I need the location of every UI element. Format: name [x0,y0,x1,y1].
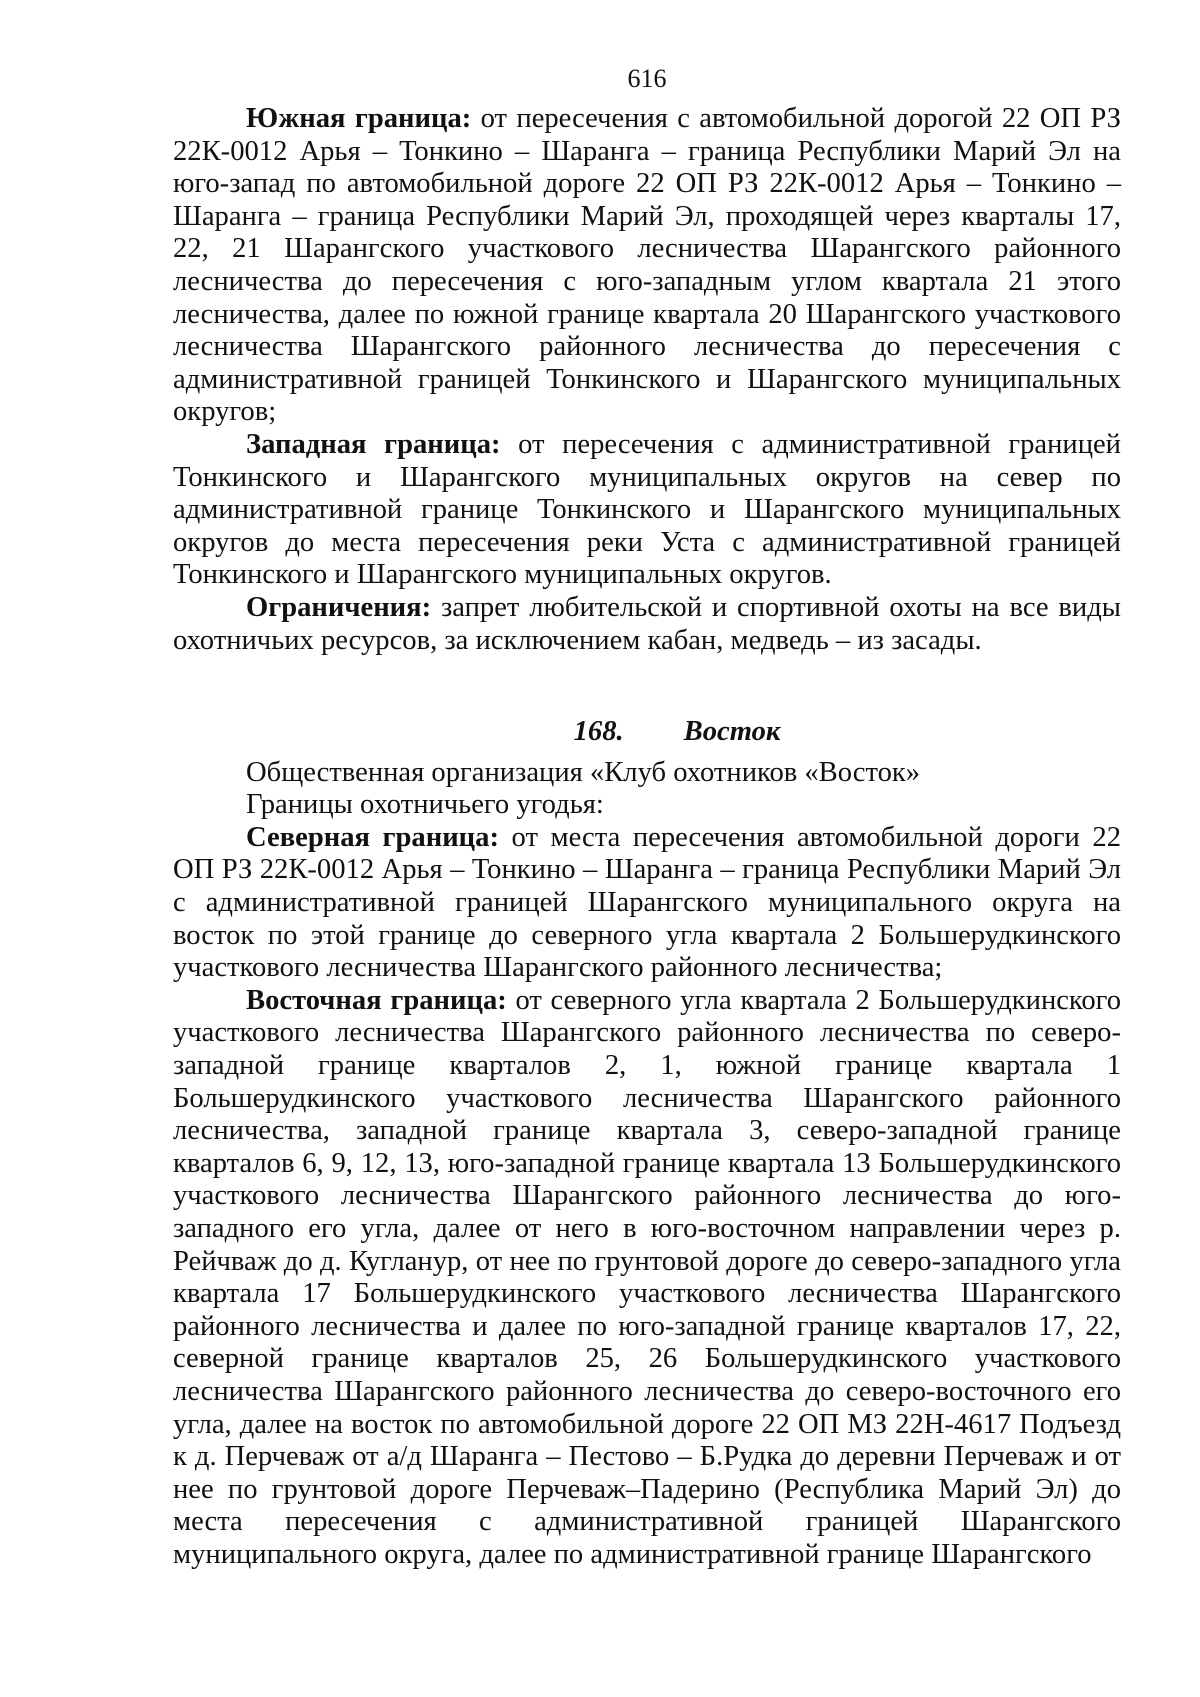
north-boundary-paragraph [173,822,1121,985]
document-page [173,64,1121,1572]
section-number: 168. [573,716,624,748]
restrictions-paragraph [173,592,1121,657]
east-boundary-paragraph [173,985,1121,1572]
south-boundary-paragraph [173,103,1121,429]
restrictions-label: Ограничения: [246,591,432,623]
south-boundary-text: от пересечения с автомобильной дорогой 22 ОП РЗ 22К-0012 Арья – Тонкино – Шаранга – граница Республики Марий Эл на юго-запад по автомобильной дороге 22 ОП РЗ 22К-0012 Арья – Тонкино – Шаранга – граница Республики Марий Эл, проходящей через кварталы 17, 22, 21 Шарангского участкового лесничества Шарангского районного лесничества до пересечения с юго-западным углом квартала 21 этого лесничества, далее по южной границе квартала 20 Шарангского участкового лесничества Шарангского районного лесничества до пересечения с административной границей Тонкинского и Шарангского муниципальных округов; [173,103,1121,428]
south-boundary-label: Южная граница: [246,103,472,134]
north-boundary-text: от места пересечения автомобильной дороги 22 ОП РЗ 22К-0012 Арья – Тонкино – Шаранга – граница Республики Марий Эл с административной границей Шарангского муниципального округа на восток по этой границе до северного угла квартала 2 Большерудкинского участкового лесничества Шарангского районного лесничества; [173,821,1121,984]
section-heading [173,716,1121,749]
west-boundary-label: Западная граница: [246,428,501,460]
west-boundary-text: от пересечения с административной границей Тонкинского и Шарангского муниципальных округов на север по административной границе Тонкинского и Шарангского муниципальных округов до места пересечения реки Уста с административной границей Тонкинского и Шарангского муниципальных округов. [173,428,1121,591]
organization-line: Общественная организация «Клуб охотников «Восток» [246,756,921,788]
boundaries-intro: Границы охотничьего угодья: [246,789,604,821]
restrictions-text: запрет любительской и спортивной охоты на все виды охотничьих ресурсов, за исключением кабан, медведь – из засады. [173,591,1121,656]
page-number: 616 [627,64,667,93]
section-title: Восток [683,716,781,748]
north-boundary-label: Северная граница: [246,821,499,853]
east-boundary-label: Восточная граница: [246,984,507,1016]
west-boundary-paragraph [173,429,1121,592]
east-boundary-text: от северного угла квартала 2 Большерудкинского участкового лесничества Шарангского районного лесничества по северо-западной границе кварталов 2, 1, южной границе квартала 1 Большерудкинского участкового лесничества Шарангского районного лесничества, западной границе квартала 3, северо-западной границе кварталов 6, 9, 12, 13, юго-западной границе квартала 13 Большерудкинского участкового лесничества Шарангского районного лесничества до юго-западного его угла, далее от него в юго-восточном направлении через р. Рейчваж до д. Кугланур, от нее по грунтовой дороге до северо-западного угла квартала 17 Большерудкинского участкового лесничества Шарангского районного лесничества и далее по юго-западной границе кварталов 17, 22, северной границе кварталов 25, 26 Большерудкинского участкового лесничества Шарангского районного лесничества до северо-восточного его угла, далее на восток по автомобильной дороге 22 ОП МЗ 22Н-4617 Подъезд к д. Перчеваж от а/д Шаранга – Пестово – Б.Рудка до деревни Перчеваж и от нее по грунтовой дороге Перчеваж–Падерино (Республика Марий Эл) до места пересечения с административной границей Шарангского муниципального округа, далее по административной границе Шарангского [173,984,1121,1570]
